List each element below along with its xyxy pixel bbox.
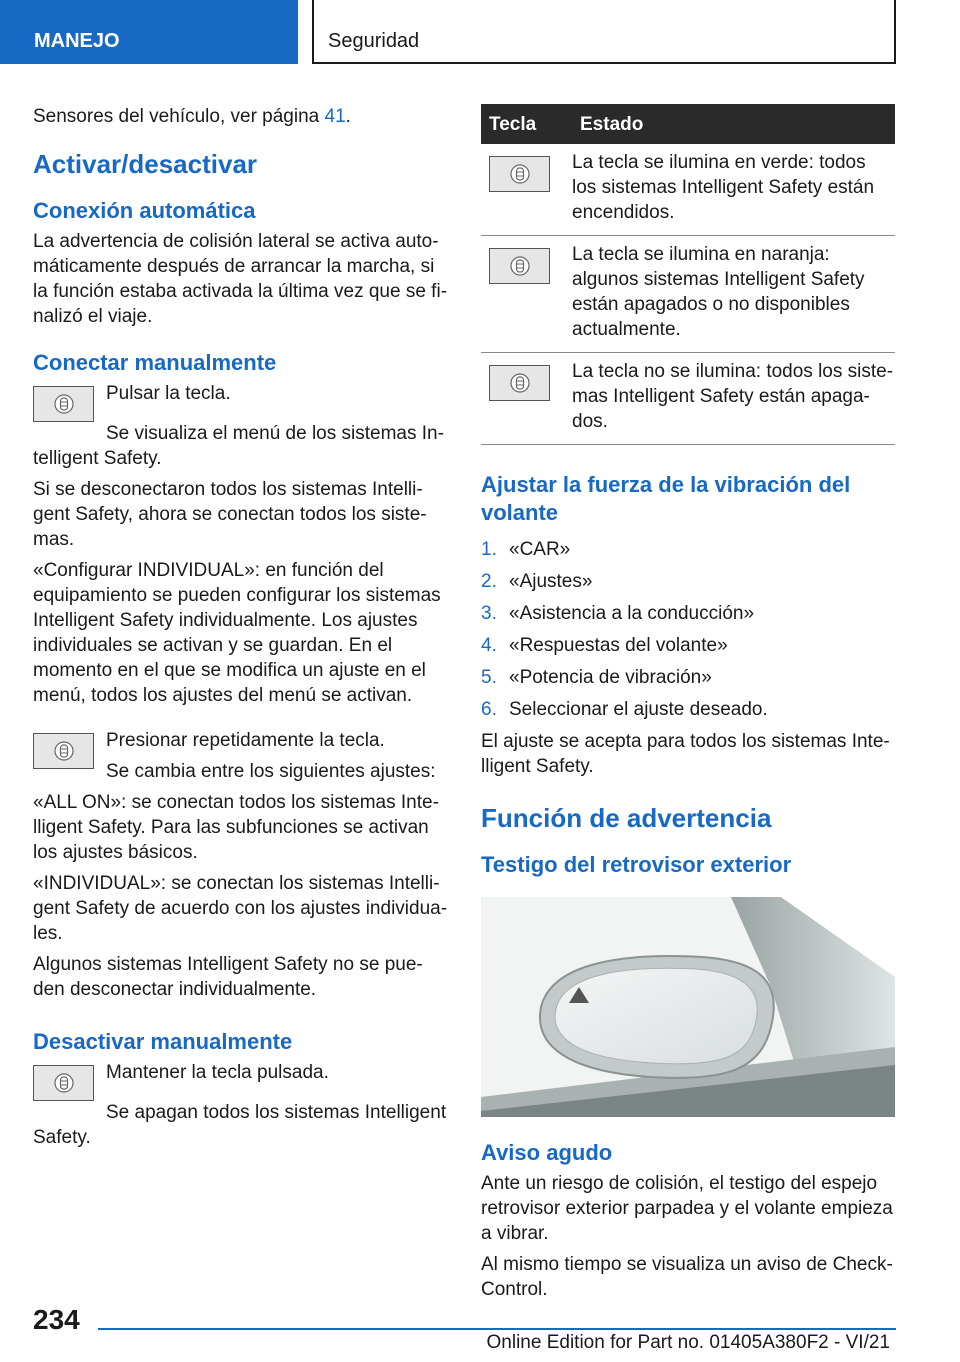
acute-text2: Al mismo tiempo se visualiza un aviso de Check-Control.	[481, 1254, 893, 1300]
key-row-on	[33, 381, 448, 423]
col-header-state: Estado	[572, 104, 895, 144]
header-chapter: Seguridad	[312, 0, 896, 64]
heading-auto: Conexión automática	[33, 198, 256, 223]
heading-warning: Función de advertencia	[481, 803, 772, 833]
step-text: «Potencia de vibración»	[509, 667, 712, 688]
heading-mirror: Testigo del retrovisor exterior	[481, 852, 792, 877]
state-cell: La tecla se ilumina en verde: todos los sistemas Intelligent Safety están encendidos.	[572, 144, 895, 236]
key-cell	[481, 144, 572, 236]
header-section: MANEJO	[0, 0, 298, 64]
footer-edition: Online Edition for Part no. 01405A380F2 - VI/21	[486, 1332, 890, 1353]
safety-key-icon	[33, 386, 94, 422]
footer	[0, 1290, 960, 1362]
left-column	[33, 104, 448, 1156]
list-item	[481, 697, 895, 722]
page-link[interactable]: 41	[324, 106, 346, 127]
footer-divider	[98, 1328, 896, 1330]
on-text2: «Configurar INDIVIDUAL»: en función del equipamiento se pueden configurar los sistemas Intelligent Safety individualmente. Los ajustes individuales se activan y se guardan. En el momento en el que se modifica un ajuste en el menú, todos los ajustes del menú se activan.	[33, 560, 441, 706]
page-number: 234	[33, 1304, 80, 1335]
repeat-key-text2: Se cambia entre los siguientes ajustes:	[106, 761, 436, 782]
repeat-key-text1: Presionar repetidamente la tecla.	[106, 730, 385, 751]
safety-key-icon	[33, 733, 94, 769]
intro-prefix: Sensores del vehículo, ver página	[33, 106, 325, 127]
table-row	[481, 236, 895, 353]
step-number: 6.	[481, 699, 497, 720]
table-header-row	[481, 104, 895, 144]
step-number: 2.	[481, 571, 497, 592]
on-text1: Si se desconectaron todos los sistemas Intelligent Safety, ahora se conectan todos los sistemas.	[33, 479, 427, 550]
list-item	[481, 633, 895, 658]
repeat-text3: Algunos sistemas Intelligent Safety no se pueden desconectar individualmente.	[33, 954, 423, 1000]
state-cell: La tecla se ilumina en naranja: algunos sistemas Intelligent Safety están apagados o no disponibles actualmente.	[572, 236, 895, 353]
off-key-text2: Se apagan todos los sistemas Intelligent Safety.	[33, 1102, 447, 1148]
key-state-table	[481, 104, 895, 445]
steps-list	[481, 537, 895, 722]
right-column	[481, 104, 895, 1308]
step-text: Seleccionar el ajuste deseado.	[509, 699, 768, 720]
step-text: «CAR»	[509, 539, 571, 560]
repeat-text2: «INDIVIDUAL»: se conectan los sistemas Intelligent Safety de acuerdo con los ajustes individuales.	[33, 873, 448, 944]
heading-activate: Activar/desactivar	[33, 149, 258, 179]
list-item	[481, 569, 895, 594]
safety-key-off-icon	[489, 365, 550, 401]
step-number: 1.	[481, 539, 497, 560]
step-number: 3.	[481, 603, 497, 624]
mirror-illustration	[481, 897, 895, 1117]
on-key-text1: Pulsar la tecla.	[106, 383, 231, 404]
safety-key-orange-icon	[489, 248, 550, 284]
safety-key-icon	[33, 1065, 94, 1101]
repeat-text1: «ALL ON»: se conectan todos los sistemas Intelligent Safety. Para las subfunciones se activan los ajustes básicos.	[33, 792, 439, 863]
on-key-text2: Se visualiza el menú de los sistemas Intelligent Safety.	[33, 423, 444, 469]
list-item	[481, 537, 895, 562]
heading-manual-on: Conectar manualmente	[33, 350, 277, 375]
auto-text: La advertencia de colisión lateral se activa automáticamente después de arrancar la marcha, si la función estaba activada la última vez que se finalizó el viaje.	[33, 231, 448, 327]
state-cell: La tecla no se ilumina: todos los sistemas Intelligent Safety están apagados.	[572, 353, 895, 445]
heading-acute: Aviso agudo	[481, 1140, 613, 1165]
vibration-text: El ajuste se acepta para todos los sistemas Intelligent Safety.	[481, 731, 890, 777]
safety-key-green-icon	[489, 156, 550, 192]
list-item	[481, 601, 895, 626]
step-number: 4.	[481, 635, 497, 656]
col-header-key: Tecla	[481, 104, 572, 144]
intro-suffix: .	[345, 106, 351, 127]
off-key-text1: Mantener la tecla pulsada.	[106, 1062, 329, 1083]
key-cell	[481, 236, 572, 353]
step-text: «Ajustes»	[509, 571, 593, 592]
step-text: «Respuestas del volante»	[509, 635, 728, 656]
key-cell	[481, 353, 572, 445]
key-row-off	[33, 1060, 448, 1102]
table-row	[481, 144, 895, 236]
step-number: 5.	[481, 667, 497, 688]
list-item	[481, 665, 895, 690]
intro-text	[33, 104, 448, 129]
key-row-repeat	[33, 728, 448, 784]
step-text: «Asistencia a la conducción»	[509, 603, 755, 624]
heading-vibration: Ajustar la fuerza de la vibración del volante	[481, 472, 851, 525]
acute-text1: Ante un riesgo de colisión, el testigo del espejo retrovisor exterior parpadea y el volante empieza a vibrar.	[481, 1173, 893, 1244]
heading-manual-off: Desactivar manualmente	[33, 1029, 293, 1054]
table-row	[481, 353, 895, 445]
